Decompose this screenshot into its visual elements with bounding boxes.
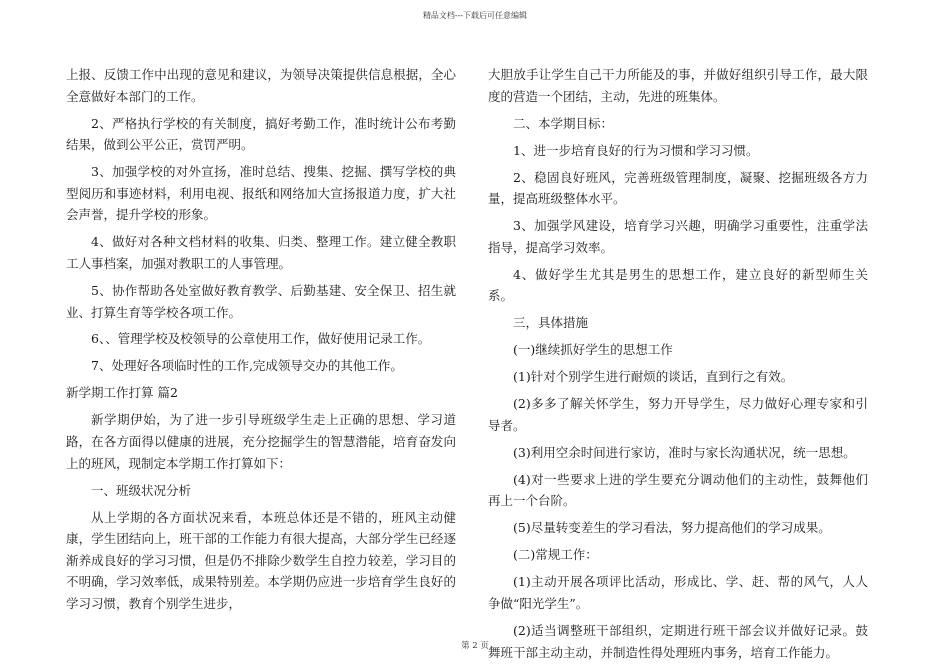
paragraph: (4)对一些要求上进的学生要充分调动他们的主动性，鼓舞他们再上一个台阶。: [488, 471, 868, 509]
subsection-heading: (二)常规工作：: [513, 547, 598, 563]
paragraph: 3、加强学风建设，培育学习兴趣，明确学习重要性，注重学法指导，提高学习效率。: [488, 218, 868, 255]
subsection-heading: (一)继续抓好学生的思想工作: [513, 342, 673, 358]
paragraph: 2、稳固良好班风，完善班级管理制度，凝聚、挖掘班级各方力量，提高班级整体水平。: [488, 169, 868, 207]
paragraph: 4、做好对各种文档材料的收集、归类、整理工作。建立健全教职工人事档案，加强对教职工的人事管理。: [66, 234, 456, 271]
paragraph: (5)尽量转变差生的学习看法，努力提高他们的学习成果。: [513, 520, 831, 536]
paragraph: 6、、管理学校及校领导的公章使用工作，做好使用记录工作。: [91, 331, 431, 347]
section-title: 新学期工作打算 篇2: [66, 385, 178, 401]
paragraph: (2)适当调整班干部组织，定期进行班干部会议并做好记录。鼓舞班干部主动主动，并制造性得处理班内事务，培育工作能力。: [488, 622, 868, 660]
paragraph: (1)针对个别学生进行耐烦的谈话，直到行之有效。: [513, 369, 794, 385]
paragraph: (2)多多了解关怀学生，努力开导学生，尽力做好心理专家和引导者。: [488, 396, 868, 433]
paragraph: 1、进一步培育良好的行为习惯和学习习惯。: [513, 142, 759, 158]
paragraph: 2、严格执行学校的有关制度，搞好考勤工作，准时统计公布考勤结果，做到公平公正，赏罚严明。: [66, 115, 456, 153]
paragraph: 7、处理好各项临时性的工作,完成领导交办的其他工作。: [91, 358, 403, 374]
page-number: 第 2 页: [461, 641, 489, 651]
paragraph: 新学期伊始，为了进一步引导班级学生走上正确的思想、学习道路，在各方面得以健康的进展，充分挖掘学生的智慧潜能，培育奋发向上的班风，现制定本学期工作打算如下：: [66, 412, 456, 471]
paragraph: 3、加强学校的对外宣扬，准时总结、搜集、挖掘、撰写学校的典型阅历和事迹材料，利用电视、报纸和网络加大宣扬报道力度，扩大社会声誉，提升学校的形象。: [66, 164, 456, 223]
paragraph: (1)主动开展各项评比活动，形成比、学、赶、帮的风气，人人争做“阳光学生”。: [488, 574, 868, 611]
section-heading: 三，具体措施: [513, 315, 589, 331]
right-column: [488, 64, 868, 669]
paragraph: 5、协作帮助各处室做好教育教学、后勤基建、安全保卫、招生就业、打算生育等学校各项工作。: [66, 282, 456, 320]
paragraph: 4、做好学生尤其是男生的思想工作，建立良好的新型师生关系。: [488, 266, 868, 304]
paragraph: 从上学期的各方面状况来看，本班总体还是不错的，班风主动健康，学生团结向上，班干部的工作能力有很大提高，大部分学生已经逐渐养成良好的学习习惯，但是仍不排除少数学生自控力较差，学习目的不明确，学习效率低，成果特别差。本学期仍应进一步培育学生良好的学习习惯，教育个别学生进步，: [66, 509, 456, 611]
section-heading: 一、班级状况分析: [91, 482, 192, 498]
paragraph: 上报、反馈工作中出现的意见和建议，为领导决策提供信息根据，全心全意做好本部门的工作。: [66, 67, 456, 104]
paragraph: 大胆放手让学生自己干力所能及的事，并做好组织引导工作，最大限度的营造一个团结，主动，先进的班集体。: [488, 67, 868, 104]
page-header: 精品文档---下载后可任意编辑: [422, 11, 528, 20]
left-column: [66, 64, 456, 620]
paragraph: (3)利用空余时间进行家访，准时与家长沟通状况，统一思想。: [513, 444, 856, 460]
section-heading: 二、本学期目标：: [513, 115, 614, 131]
